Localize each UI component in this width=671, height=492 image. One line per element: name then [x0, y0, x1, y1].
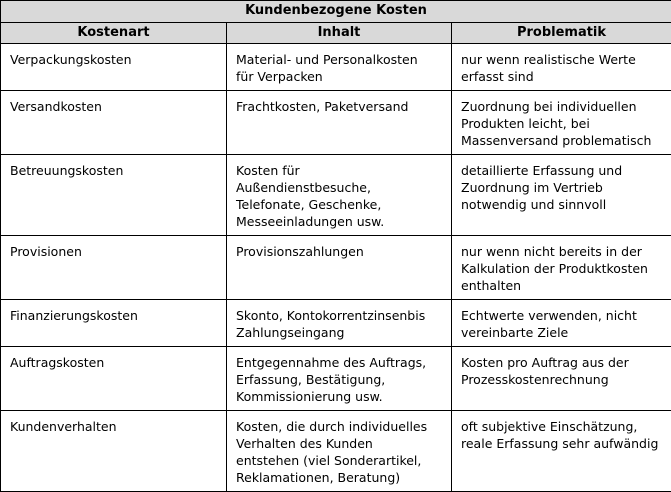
cell-text-line: Kundenverhalten — [10, 418, 218, 435]
cell-problematik — [452, 236, 671, 300]
cell-text-line: erfasst sind — [461, 68, 663, 85]
cell-inhalt — [227, 91, 452, 155]
cell-text-line: detaillierte Erfassung und — [461, 162, 663, 179]
header-row — [1, 23, 671, 44]
cell-text-line: Telefonate, Geschenke, — [236, 196, 443, 213]
table-row — [1, 155, 671, 236]
cell-text-line: entstehen (viel Sonderartikel, — [236, 452, 443, 469]
cell-kostenart — [1, 155, 227, 236]
cell-text-line: Material- und Personalkosten — [236, 51, 443, 68]
cell-text-line: Außendienstbesuche, — [236, 179, 443, 196]
cell-problematik — [452, 91, 671, 155]
cell-text-line: Finanzierungskosten — [10, 307, 218, 324]
cell-problematik — [452, 300, 671, 347]
cell-text-line: oft subjektive Einschätzung, — [461, 418, 663, 435]
cell-problematik — [452, 347, 671, 411]
table-body — [1, 1, 671, 492]
cell-text-line: Kosten pro Auftrag aus der — [461, 354, 663, 371]
cell-text-line: Produkten leicht, bei — [461, 115, 663, 132]
cell-text-line: Auftragskosten — [10, 354, 218, 371]
cell-problematik — [452, 411, 671, 492]
cell-inhalt — [227, 300, 452, 347]
cell-text-line: Betreuungskosten — [10, 162, 218, 179]
cell-text-line: Reklamationen, Beratung) — [236, 469, 443, 486]
cell-text-line: nur wenn nicht bereits in der — [461, 243, 663, 260]
cell-inhalt — [227, 236, 452, 300]
cell-text-line: Frachtkosten, Paketversand — [236, 98, 443, 115]
cell-kostenart — [1, 236, 227, 300]
cell-problematik — [452, 44, 671, 91]
title-row — [1, 1, 671, 23]
cell-text-line: Versandkosten — [10, 98, 218, 115]
cell-text-line: Skonto, Kontokorrentzinsenbis — [236, 307, 443, 324]
cell-text-line: für Verpacken — [236, 68, 443, 85]
cell-text-line: Massenversand problematisch — [461, 132, 663, 149]
cell-text-line: Kalkulation der Produktkosten — [461, 260, 663, 277]
cell-text-line: Provisionen — [10, 243, 218, 260]
cell-text-line: Echtwerte verwenden, nicht — [461, 307, 663, 324]
cell-kostenart — [1, 91, 227, 155]
cell-problematik — [452, 155, 671, 236]
cell-text-line: reale Erfassung sehr aufwändig — [461, 435, 663, 452]
cell-text-line: Zuordnung im Vertrieb — [461, 179, 663, 196]
table-row — [1, 44, 671, 91]
cell-text-line: vereinbarte Ziele — [461, 324, 663, 341]
table-row — [1, 91, 671, 155]
cell-text-line: Kosten, die durch individuelles — [236, 418, 443, 435]
cell-text-line: Zuordnung bei individuellen — [461, 98, 663, 115]
table-row — [1, 300, 671, 347]
table-row — [1, 236, 671, 300]
cell-kostenart — [1, 44, 227, 91]
cell-kostenart — [1, 300, 227, 347]
cell-text-line: Verpackungskosten — [10, 51, 218, 68]
column-header-problematik: Problematik — [452, 23, 671, 44]
cell-text-line: Provisionszahlungen — [236, 243, 443, 260]
cell-text-line: nur wenn realistische Werte — [461, 51, 663, 68]
cell-text-line: Messeeinladungen usw. — [236, 213, 443, 230]
column-header-kostenart: Kostenart — [1, 23, 227, 44]
cell-text-line: Entgegennahme des Auftrags, — [236, 354, 443, 371]
cell-text-line: Kommissionierung usw. — [236, 388, 443, 405]
cell-text-line: notwendig und sinnvoll — [461, 196, 663, 213]
cell-text-line: Verhalten des Kunden — [236, 435, 443, 452]
cell-text-line: Zahlungseingang — [236, 324, 443, 341]
table-row — [1, 347, 671, 411]
cell-text-line: Kosten für — [236, 162, 443, 179]
table-title: Kundenbezogene Kosten — [1, 1, 671, 23]
table-row — [1, 411, 671, 492]
cell-text-line: enthalten — [461, 277, 663, 294]
cell-inhalt — [227, 347, 452, 411]
cell-text-line: Prozesskostenrechnung — [461, 371, 663, 388]
cell-inhalt — [227, 155, 452, 236]
cell-inhalt — [227, 411, 452, 492]
cell-text-line: Erfassung, Bestätigung, — [236, 371, 443, 388]
cell-kostenart — [1, 347, 227, 411]
column-header-inhalt: Inhalt — [227, 23, 452, 44]
cell-kostenart — [1, 411, 227, 492]
cell-inhalt — [227, 44, 452, 91]
